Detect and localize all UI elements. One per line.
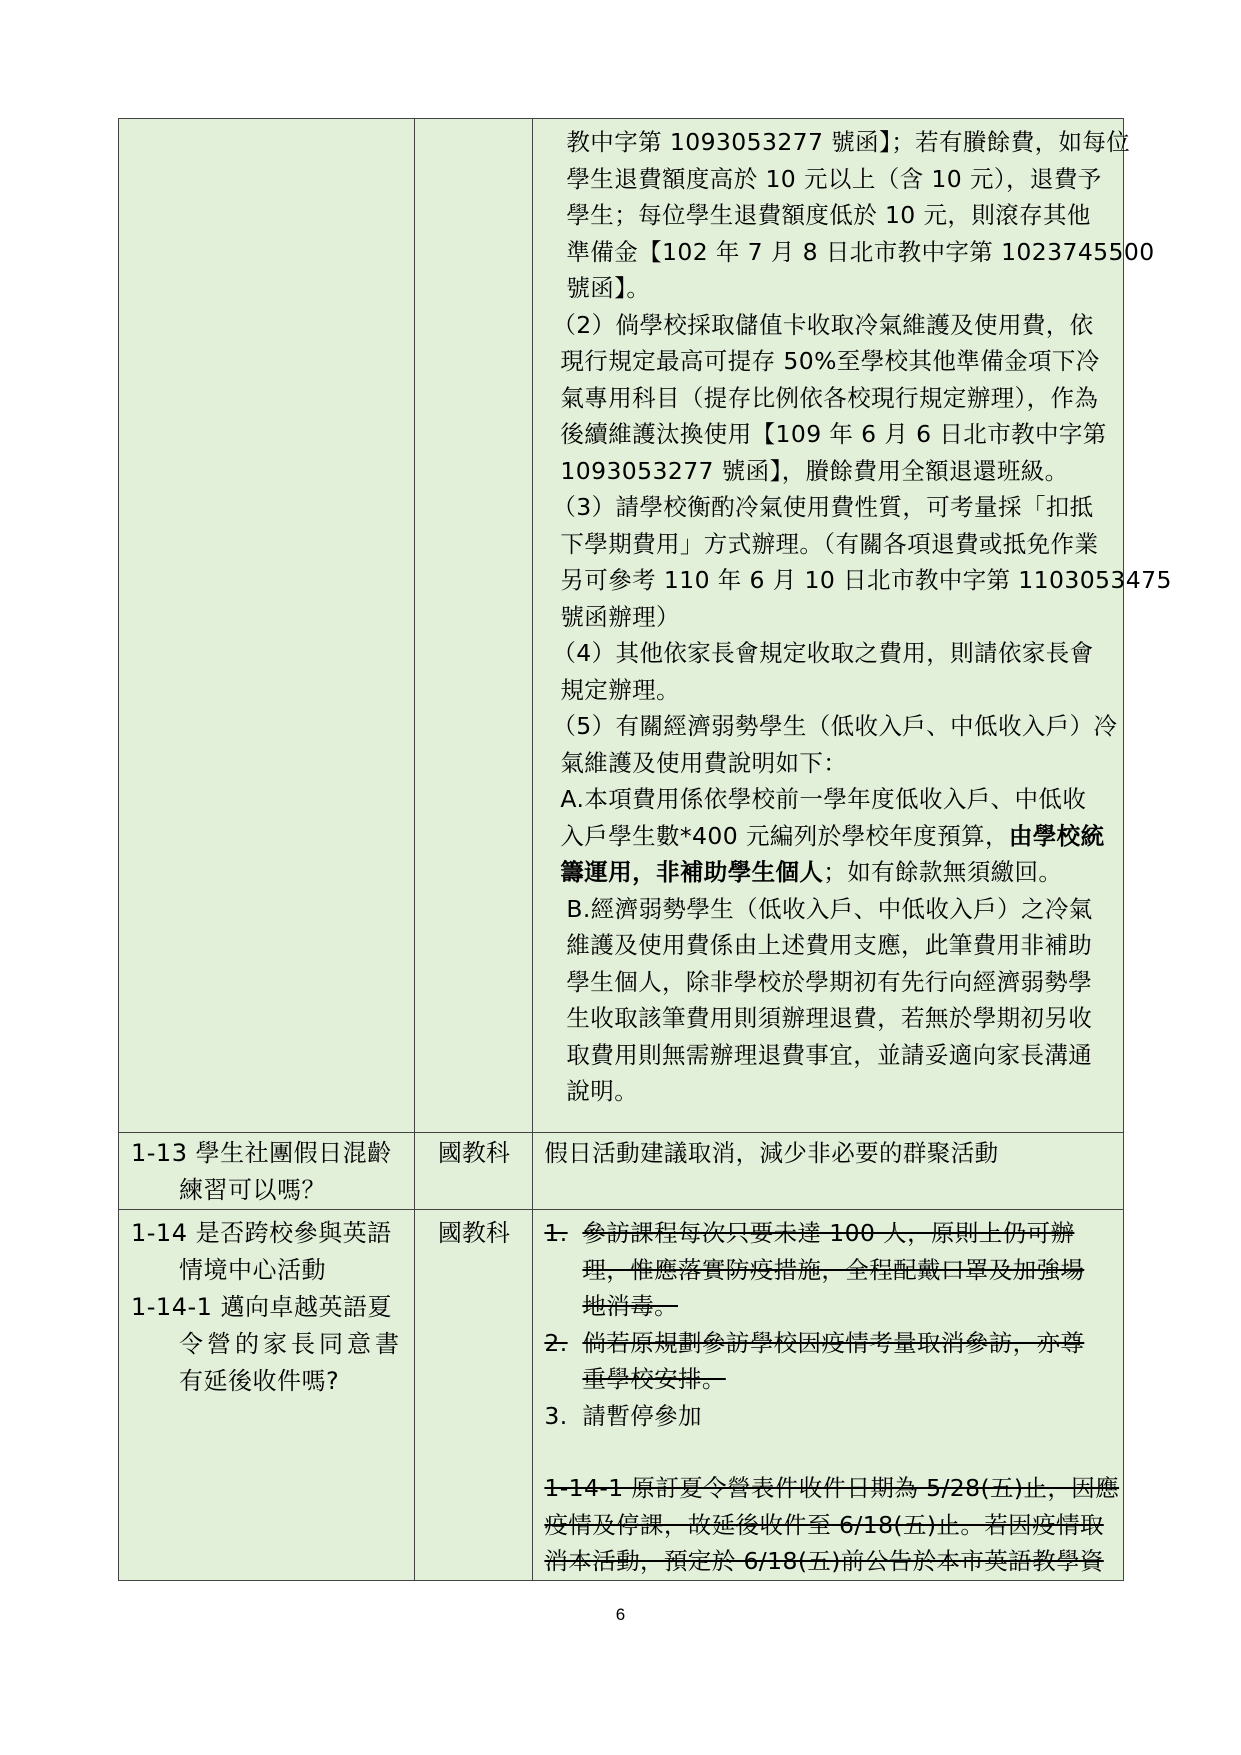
answer-line: A.本項費用係依學校前一學年度低收入戶、中低收: [560, 785, 1087, 813]
answer-line: [533, 854, 1123, 891]
bold-emphasis: 籌運用，非補助學生個人: [560, 858, 824, 886]
answer-line: 請暫停參加: [582, 1401, 702, 1430]
table-row-1-14: [119, 1210, 1124, 1581]
note-line: 消本活動，預定於 6/18(五)前公告於本市英語教學資: [544, 1547, 1104, 1575]
answer-line: 另可參考 110 年 6 月 10 日北市教中字第 1103053475: [560, 566, 1172, 594]
answer-line: 準備金【102 年 7 月 8 日北市教中字第 1023745500: [566, 237, 1155, 266]
answer-line: 倘若原規劃參訪學校因疫情考量取消參訪，亦尊: [582, 1328, 1085, 1357]
question-line: 情境中心活動: [179, 1256, 326, 1284]
list-number: 3.: [544, 1401, 568, 1430]
note-line: 1-14-1 原訂夏令營表件收件日期為 5/28(五)止，因應: [544, 1474, 1120, 1502]
answer-line: 說明。: [566, 1077, 639, 1105]
page-number: 6: [615, 1605, 626, 1624]
answer-line: 學生；每位學生退費額度低於 10 元，則滾存其他: [566, 201, 1091, 229]
answer-line: 假日活動建議取消，減少非必要的群聚活動: [544, 1139, 999, 1167]
answer-line: 地消毒。: [582, 1292, 678, 1320]
answer-line: 現行規定最高可提存 50%至學校其他準備金項下冷: [560, 347, 1100, 375]
answer-text: ；如有餘款無須繳回。: [823, 858, 1063, 886]
answer-line: 號函辦理）: [560, 602, 680, 631]
answer-line: 下學期費用」方式辦理。（有關各項退費或抵免作業: [560, 529, 1099, 558]
answer-text: 入戶學生數*400 元編列於學校年度預算，: [560, 821, 1009, 850]
faq-table: [118, 118, 1172, 1581]
answer-line: 號函】。: [566, 274, 651, 302]
answer-line: 維護及使用費係由上述費用支應，此筆費用非補助: [566, 931, 1093, 959]
answer-line: 後續維護汰換使用【109 年 6 月 6 日北市教中字第: [560, 420, 1107, 448]
answer-line: 學生個人，除非學校於學期初有先行向經濟弱勢學: [566, 967, 1093, 996]
question-line: 1-13 學生社團假日混齡: [131, 1139, 392, 1167]
answer-line: （5）有關經濟弱勢學生（低收入戶、中低收入戶）冷: [552, 712, 1118, 740]
question-line: 1-14-1 邁向卓越英語夏: [131, 1293, 393, 1321]
list-number: 2.: [544, 1328, 568, 1357]
answer-line: 教中字第 1093053277 號函】；若有賸餘費，如每位: [566, 128, 1131, 156]
answer-line: 學生退費額度高於 10 元以上（含 10 元），退費予: [566, 164, 1102, 193]
question-line: 令營的家長同意書: [179, 1330, 403, 1358]
list-item: [544, 1325, 1123, 1398]
answer-line: 氣專用科目（提存比例依各校現行規定辦理），作為: [560, 383, 1099, 412]
answer-line: 重學校安排。: [582, 1365, 726, 1393]
bold-emphasis: 由學校統: [1008, 821, 1105, 850]
answer-line: 1093053277 號函】，賸餘費用全額退還班級。: [560, 456, 1069, 485]
answer-cell: [533, 1210, 1124, 1581]
answer-line: 規定辦理。: [560, 675, 680, 704]
dept-cell: [415, 1133, 533, 1210]
answer-line: （2）倘學校採取儲值卡收取冷氣維護及使用費，依: [552, 310, 1094, 339]
answer-line: 生收取該筆費用則須辦理退費，若無於學期初另收: [566, 1004, 1093, 1032]
answer-line: B.經濟弱勢學生（低收入戶、中低收入戶）之冷氣: [566, 894, 1093, 923]
table-row-1-13: [119, 1133, 1124, 1210]
answer-line: （4）其他依家長會規定收取之費用，則請依家長會: [552, 639, 1094, 667]
table-row-continued: [119, 119, 1124, 1133]
answer-line: 氣維護及使用費說明如下：: [560, 748, 848, 777]
dept-cell: [415, 1210, 533, 1581]
answer-line: （3）請學校衡酌冷氣使用費性質，可考量採「扣抵: [552, 493, 1094, 521]
answer-line: 參訪課程每次只要未達 100 人，原則上仍可辦: [582, 1219, 1075, 1247]
answer-cell: [533, 1133, 1124, 1210]
question-line: 1-14 是否跨校參與英語: [131, 1219, 392, 1247]
answer-cell: [533, 119, 1172, 1133]
answer-line: 取費用則無需辦理退費事宜，並請妥適向家長溝通: [566, 1040, 1093, 1069]
list-item: [544, 1215, 1123, 1325]
question-cell: [119, 119, 415, 1133]
answer-line: [533, 818, 1123, 855]
dept-label: 國教科: [437, 1139, 510, 1167]
question-cell: [119, 1133, 415, 1210]
list-number: 1.: [544, 1219, 568, 1247]
dept-label: 國教科: [437, 1219, 510, 1247]
question-line: 有延後收件嗎?: [179, 1367, 340, 1395]
answer-line: 理，惟應落實防疫措施，全程配戴口罩及加強場: [582, 1255, 1085, 1284]
note-line: 疫情及停課，故延後收件至 6/18(五)止。若因疫情取: [544, 1510, 1104, 1539]
question-line: 練習可以嗎？: [179, 1176, 326, 1204]
list-item: [544, 1398, 1123, 1435]
question-cell: [119, 1210, 415, 1581]
dept-cell: [415, 119, 533, 1133]
